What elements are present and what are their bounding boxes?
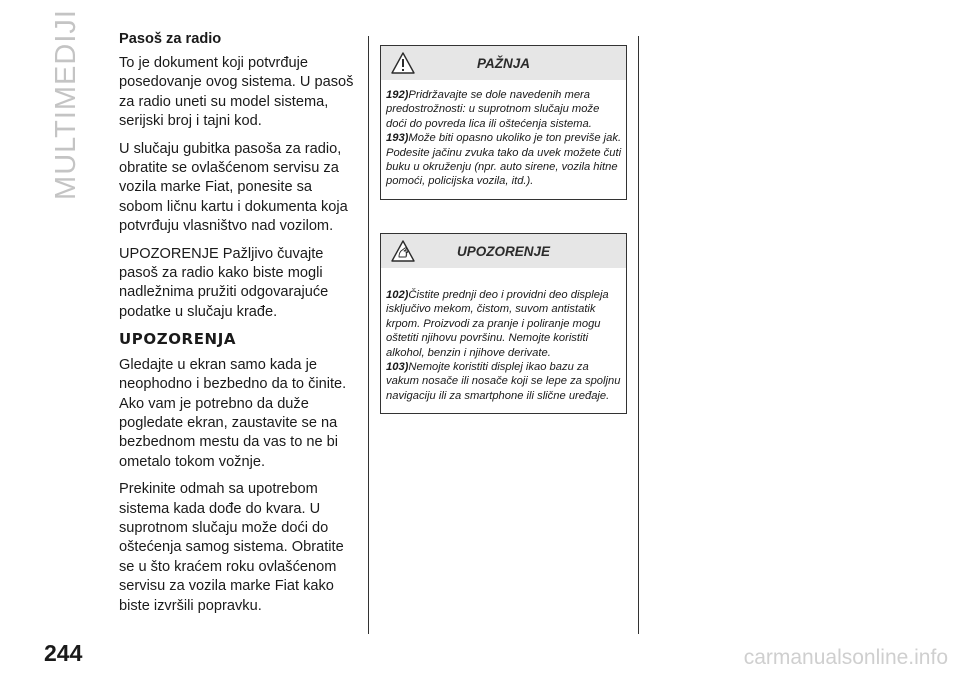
warnings-heading: UPOZORENJA [119, 330, 237, 349]
entry-text: Može biti opasno ukoliko je ton previše jak. Podesite jačinu zvuka tako da uvek možete čuti buku u okruženju (npr. auto sirene, vozila hitne pomoći, policijska vozila, itd.). [386, 132, 622, 188]
entry-number: 102) [386, 289, 409, 301]
caution-box-body [381, 268, 626, 413]
page-number: 244 [44, 640, 83, 666]
section-tab [44, 8, 88, 200]
column-divider-2 [638, 36, 639, 634]
paragraph-1: To je dokument koji potvrđuje posedovanje ovog sistema. U pasoš za radio uneti su model sistema, serijski broj i tajni kod. [119, 55, 354, 130]
paragraph-4: Gledajte u ekran samo kada je neophodno i bezbedno da to činite. Ako vam je potrebno da duže pogledate ekran, zaustavite se na bezbednom mestu da vas to ne bi ometalo tokom vožnje. [119, 356, 347, 470]
warning-box-header [381, 46, 626, 80]
paragraph-3: UPOZORENJE Pažljivo čuvajte pasoš za radio kako biste mogli nadležnima pružiti odgovarajuće podatke u slučaju krađe. [119, 245, 329, 320]
entry-text: Nemojte koristiti displej ikao bazu za vakum nosače ili nosače koji se lepe za spoljnu navigaciju ili za smartphone ili slične uređaje. [386, 361, 621, 402]
watermark: carmanualsonline.info [743, 646, 948, 669]
warning-entry [386, 88, 622, 131]
caution-entry [386, 360, 622, 403]
column-divider-1 [368, 36, 369, 634]
entry-number: 103) [386, 361, 409, 374]
caution-entry [386, 288, 622, 360]
caution-box-header [381, 234, 626, 268]
paragraph-5: Prekinite odmah sa upotrebom sistema kada dođe do kvara. U suprotnom slučaju može doći do oštećenja samog sistema. Obratite se u što kraćem roku ovlašćenom servisu za vozila marke Fiat kako biste izvršili popravku. [119, 481, 344, 614]
caution-box [380, 233, 627, 414]
entry-number: 193) [386, 132, 409, 145]
section-tab-label: MULTIMEDIJI [49, 8, 82, 200]
radio-passport-heading: Pasoš za radio [119, 31, 222, 47]
entry-text: Čistite prednji deo i providni deo displeja isključivo mekom, čistom, suvom antistatik krpom. Proizvodi za pranje i poliranje mogu oštetiti njihovu površinu. Nemojte koristiti alkohol, benzin i njihove derivate. [386, 289, 609, 359]
caution-box-title: UPOZORENJE [456, 243, 551, 259]
paragraph-2: U slučaju gubitka pasoša za radio, obratite se ovlašćenom servisu za vozila marke Fiat, ponesite sa sobom ličnu kartu i dokumenta koja potvrđuju vlasništvo nad vozilom. [119, 140, 348, 235]
warning-box-title: PAŽNJA [476, 55, 530, 71]
warning-box [380, 45, 627, 200]
left-column [119, 30, 359, 624]
caution-hand-icon [391, 239, 415, 263]
warning-entry [386, 131, 622, 189]
entry-number: 192) [386, 89, 409, 101]
warning-triangle-icon [391, 51, 415, 75]
warning-box-body [381, 80, 626, 199]
entry-text: Pridržavajte se dole navedenih mera predostrožnosti: u suprotnom slučaju može doći do povreda lica ili oštećenja sistema. [386, 89, 600, 130]
